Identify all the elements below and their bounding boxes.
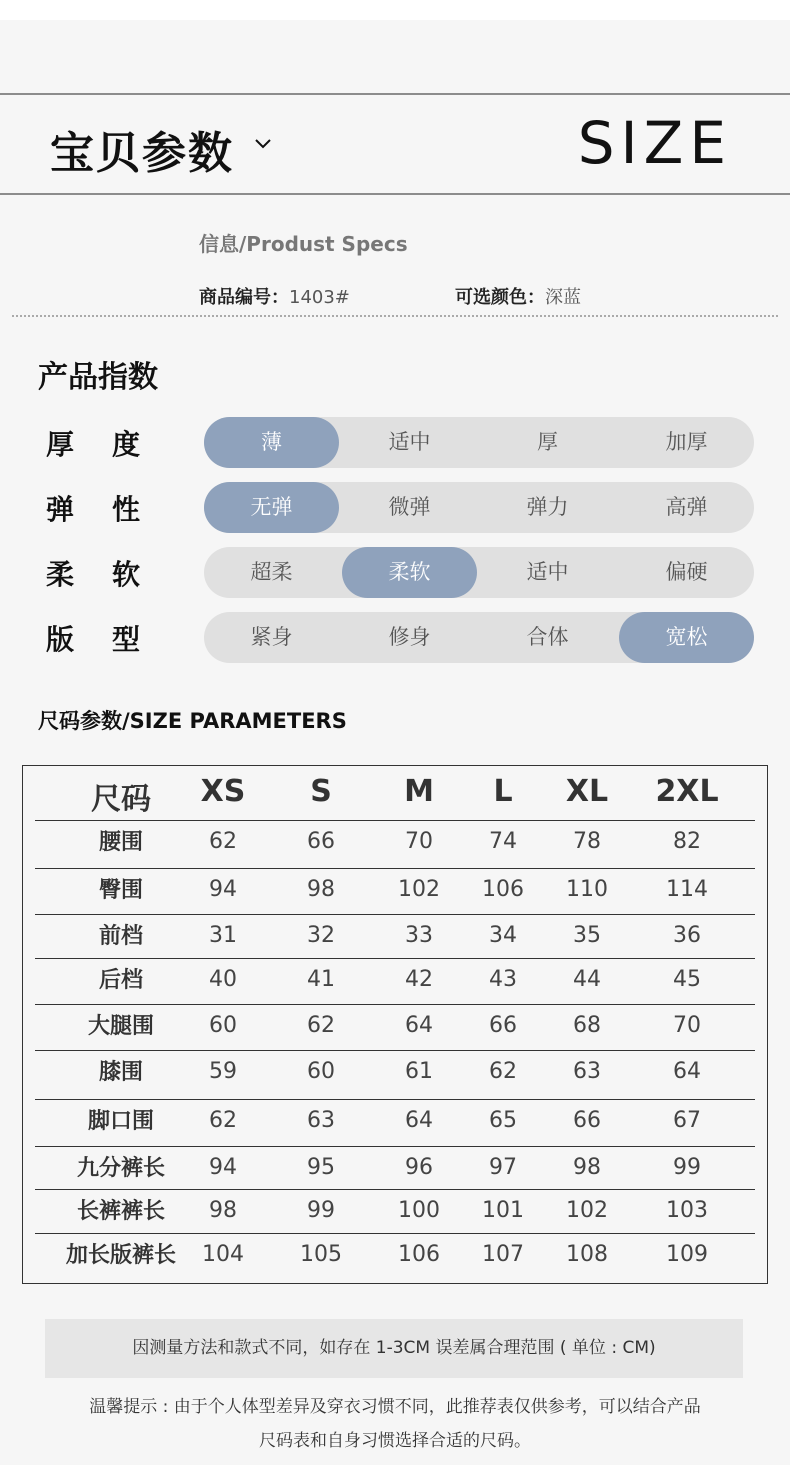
section-header <box>0 93 790 195</box>
index-row-label <box>46 618 140 658</box>
table-cell: 98 <box>573 1155 601 1180</box>
table-cell: 70 <box>673 1013 701 1038</box>
product-color-key: 可选颜色： <box>455 287 545 308</box>
table-cell: 100 <box>398 1198 440 1223</box>
index-option: 偏硬 <box>665 560 708 584</box>
index-row <box>0 482 790 534</box>
table-cell: 98 <box>209 1198 237 1223</box>
index-option: 合体 <box>526 625 569 649</box>
index-option: 微弹 <box>388 495 431 519</box>
table-cell: 106 <box>482 877 524 902</box>
size-table <box>22 765 768 1284</box>
index-row-label <box>46 553 140 593</box>
index-option: 高弹 <box>665 495 708 519</box>
index-option: 超柔 <box>250 560 293 584</box>
table-cell: 64 <box>673 1059 701 1084</box>
table-cell: 32 <box>307 923 335 948</box>
chevron-down-icon[interactable] <box>254 135 272 153</box>
table-cell: 102 <box>398 877 440 902</box>
table-cell: 62 <box>209 1108 237 1133</box>
table-row-label: 前档 <box>98 924 143 949</box>
index-option: 加厚 <box>665 430 708 454</box>
table-cell: 103 <box>666 1198 708 1223</box>
table-row <box>35 1190 755 1234</box>
table-cell: 108 <box>566 1242 608 1267</box>
top-strip <box>0 0 790 20</box>
table-cell: 68 <box>573 1013 601 1038</box>
index-row <box>0 547 790 599</box>
table-cell: 107 <box>482 1242 524 1267</box>
table-cell: 97 <box>489 1155 517 1180</box>
table-row <box>35 1100 755 1147</box>
table-cell: 106 <box>398 1242 440 1267</box>
table-cell: 102 <box>566 1198 608 1223</box>
index-track <box>204 417 754 468</box>
table-cell: 64 <box>405 1013 433 1038</box>
index-option: 适中 <box>388 430 431 454</box>
table-cell: 60 <box>209 1013 237 1038</box>
table-cell: 82 <box>673 829 701 854</box>
index-option: 柔软 <box>342 547 477 598</box>
table-row-label: 加长版裤长 <box>65 1243 176 1268</box>
table-row-label: 腰围 <box>98 830 143 855</box>
measure-note: 因测量方法和款式不同，如存在 1-3CM 误差属合理范围 ( 单位 : CM) <box>45 1319 743 1378</box>
table-row <box>35 1051 755 1100</box>
table-cell: 74 <box>489 829 517 854</box>
index-row <box>0 417 790 469</box>
table-cell: 63 <box>307 1108 335 1133</box>
table-cell: 109 <box>666 1242 708 1267</box>
table-header-cell: 2XL <box>655 774 719 809</box>
table-row-label: 臀围 <box>98 878 143 903</box>
table-cell: 99 <box>673 1155 701 1180</box>
index-row-label-char: 版 <box>46 623 75 656</box>
table-row-label: 九分裤长 <box>76 1156 165 1181</box>
tip-line-2: 尺码表和自身习惯选择合适的尺码。 <box>259 1431 531 1451</box>
table-row <box>35 915 755 959</box>
dotted-divider <box>12 315 778 317</box>
table-cell: 66 <box>307 829 335 854</box>
table-cell: 42 <box>405 967 433 992</box>
index-option: 适中 <box>526 560 569 584</box>
table-row <box>35 869 755 915</box>
index-option: 紧身 <box>250 625 293 649</box>
table-row <box>35 1147 755 1190</box>
table-row-label: 膝围 <box>98 1060 143 1085</box>
table-row-label: 后档 <box>98 968 143 993</box>
table-cell: 96 <box>405 1155 433 1180</box>
product-color-value: 深蓝 <box>545 287 581 308</box>
table-row <box>35 959 755 1005</box>
table-cell: 101 <box>482 1198 524 1223</box>
index-option: 弹力 <box>526 495 569 519</box>
index-row-label-char: 软 <box>112 558 141 591</box>
table-cell: 66 <box>489 1013 517 1038</box>
size-table-title: 尺码参数/SIZE PARAMETERS <box>38 709 347 733</box>
table-header-cell: L <box>493 774 513 809</box>
table-header-cell: S <box>310 774 332 809</box>
index-track <box>204 612 754 663</box>
index-row-label-char: 弹 <box>46 493 75 526</box>
product-code <box>199 283 350 309</box>
tip-line-1: 温馨提示 : 由于个人体型差异及穿衣习惯不同，此推荐表仅供参考，可以结合产品 <box>89 1397 701 1417</box>
table-cell: 35 <box>573 923 601 948</box>
table-cell: 36 <box>673 923 701 948</box>
table-header-cell: 尺码 <box>91 782 151 817</box>
page-title: 宝贝参数 <box>50 128 234 179</box>
table-cell: 33 <box>405 923 433 948</box>
table-cell: 45 <box>673 967 701 992</box>
index-option: 宽松 <box>619 612 754 663</box>
table-cell: 64 <box>405 1108 433 1133</box>
index-row-label-char: 柔 <box>46 558 75 591</box>
index-option: 厚 <box>537 430 558 454</box>
table-cell: 43 <box>489 967 517 992</box>
table-header-cell: M <box>404 774 434 809</box>
index-track <box>204 547 754 598</box>
index-row-label <box>46 488 140 528</box>
table-row <box>35 821 755 869</box>
table-cell: 70 <box>405 829 433 854</box>
table-cell: 114 <box>666 877 708 902</box>
table-row-label: 长裤裤长 <box>76 1199 165 1224</box>
index-option: 薄 <box>204 417 339 468</box>
index-option: 无弹 <box>204 482 339 533</box>
index-row-label <box>46 423 140 463</box>
index-section-title: 产品指数 <box>38 360 158 395</box>
table-cell: 110 <box>566 877 608 902</box>
table-cell: 105 <box>300 1242 342 1267</box>
size-heading: SIZE <box>577 109 732 177</box>
table-cell: 94 <box>209 877 237 902</box>
table-header-cell: XL <box>565 774 609 809</box>
product-code-value: 1403# <box>289 287 350 308</box>
table-row-label: 大腿围 <box>87 1014 154 1039</box>
table-row <box>35 1005 755 1051</box>
table-cell: 40 <box>209 967 237 992</box>
index-row-label-char: 型 <box>112 623 141 656</box>
table-cell: 104 <box>202 1242 244 1267</box>
table-cell: 94 <box>209 1155 237 1180</box>
index-row-label-char: 性 <box>112 493 141 526</box>
index-row-label-char: 度 <box>112 428 141 461</box>
index-row-label-char: 厚 <box>46 428 75 461</box>
index-option: 修身 <box>388 625 431 649</box>
product-color <box>455 283 581 309</box>
table-cell: 67 <box>673 1108 701 1133</box>
table-cell: 78 <box>573 829 601 854</box>
table-cell: 95 <box>307 1155 335 1180</box>
table-row <box>35 1234 755 1284</box>
table-cell: 99 <box>307 1198 335 1223</box>
table-cell: 44 <box>573 967 601 992</box>
table-cell: 61 <box>405 1059 433 1084</box>
specs-label: 信息/Produst Specs <box>199 232 408 256</box>
product-code-key: 商品编号： <box>199 287 289 308</box>
table-cell: 34 <box>489 923 517 948</box>
index-row <box>0 612 790 664</box>
table-cell: 98 <box>307 877 335 902</box>
table-cell: 62 <box>489 1059 517 1084</box>
size-table-header <box>35 766 755 821</box>
table-cell: 60 <box>307 1059 335 1084</box>
table-row-label: 脚口围 <box>87 1109 154 1134</box>
table-cell: 59 <box>209 1059 237 1084</box>
index-track <box>204 482 754 533</box>
table-cell: 62 <box>307 1013 335 1038</box>
table-header-cell: XS <box>200 774 246 809</box>
table-cell: 31 <box>209 923 237 948</box>
table-cell: 66 <box>573 1108 601 1133</box>
table-cell: 65 <box>489 1108 517 1133</box>
table-cell: 41 <box>307 967 335 992</box>
table-cell: 62 <box>209 829 237 854</box>
table-cell: 63 <box>573 1059 601 1084</box>
